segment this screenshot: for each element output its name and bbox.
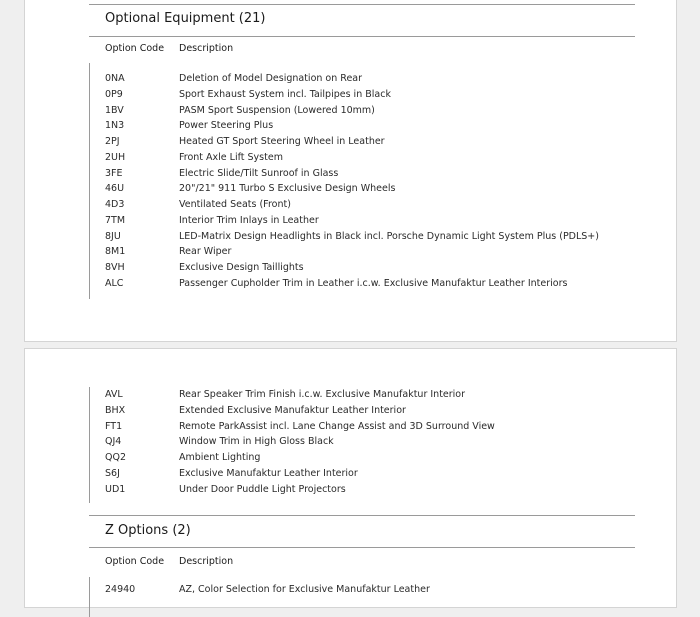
option-description: Ambient Lighting	[179, 452, 261, 463]
option-code: UD1	[105, 483, 126, 495]
option-description: Extended Exclusive Manufaktur Leather Interior	[179, 404, 406, 416]
table-row	[25, 105, 655, 121]
option-description: Exclusive Manufaktur Leather Interior	[179, 467, 358, 479]
optional-equipment-heading: Optional Equipment (21)	[105, 11, 266, 26]
table-row	[25, 436, 655, 452]
option-code: ALC	[105, 277, 124, 289]
option-description: Exclusive Design Taillights	[179, 262, 304, 273]
option-code: 46U	[105, 183, 125, 195]
option-description: LED-Matrix Design Headlights in Black incl. Porsche Dynamic Light System Plus (PDLS+)	[179, 230, 599, 242]
option-code: 7TM	[105, 214, 126, 226]
option-code: 8VH	[105, 262, 125, 273]
table-row	[25, 389, 655, 405]
table-row	[25, 199, 655, 215]
option-code: 0NA	[105, 73, 125, 84]
option-description: Passenger Cupholder Trim in Leather i.c.w. Exclusive Manufaktur Leather Interiors	[179, 277, 568, 289]
option-code: QJ4	[105, 436, 122, 448]
table-row	[25, 484, 655, 500]
option-code: 4D3	[105, 199, 125, 210]
option-code: 1N3	[105, 120, 125, 132]
option-description: Front Axle Lift System	[179, 151, 283, 163]
option-code: QQ2	[105, 452, 126, 463]
option-description: PASM Sport Suspension (Lowered 10mm)	[179, 104, 375, 116]
option-description: Rear Speaker Trim Finish i.c.w. Exclusive Manufaktur Interior	[179, 389, 466, 400]
section-top-rule	[89, 515, 635, 516]
option-description: Rear Wiper	[179, 246, 232, 258]
option-code: AVL	[105, 389, 123, 400]
option-description: Window Trim in High Gloss Black	[179, 436, 334, 448]
table-row	[25, 183, 655, 199]
option-description: 20"/21" 911 Turbo S Exclusive Design Wheels	[179, 183, 396, 195]
option-code: 2UH	[105, 151, 126, 163]
option-description: Remote ParkAssist incl. Lane Change Assist and 3D Surround View	[179, 420, 495, 432]
column-header-option-code: Option Code	[105, 556, 165, 567]
document-page-1	[24, 0, 677, 342]
table-row	[25, 89, 655, 105]
option-description: Power Steering Plus	[179, 120, 274, 132]
section-top-rule	[89, 4, 635, 5]
option-description: Ventilated Seats (Front)	[179, 199, 291, 210]
option-description: Interior Trim Inlays in Leather	[179, 214, 319, 226]
column-header-description: Description	[179, 556, 234, 567]
table-row	[25, 468, 655, 484]
option-code: 24940	[105, 584, 136, 595]
option-code: 1BV	[105, 104, 124, 116]
option-code: FT1	[105, 420, 123, 432]
table-row	[25, 120, 655, 136]
column-header-option-code: Option Code	[105, 43, 165, 54]
section-heading-rule	[89, 547, 635, 548]
z-options-heading: Z Options (2)	[105, 523, 191, 538]
table-row	[25, 168, 655, 184]
option-code: 0P9	[105, 88, 123, 100]
table-row	[25, 421, 655, 437]
option-description: Electric Slide/Tilt Sunroof in Glass	[179, 167, 339, 179]
section-heading-rule	[89, 36, 635, 37]
document-page-2	[24, 348, 677, 608]
table-row	[25, 262, 655, 278]
option-code: 3FE	[105, 167, 123, 179]
option-code: S6J	[105, 467, 120, 479]
table-row	[25, 152, 655, 168]
table-row	[25, 73, 655, 89]
table-row	[25, 246, 655, 262]
option-description: Heated GT Sport Steering Wheel in Leather	[179, 136, 385, 147]
option-description: Deletion of Model Designation on Rear	[179, 73, 363, 84]
option-code: 8JU	[105, 230, 121, 242]
table-row	[25, 278, 655, 294]
column-header-description: Description	[179, 43, 234, 54]
table-row	[25, 584, 655, 600]
option-code: BHX	[105, 404, 126, 416]
option-description: Sport Exhaust System incl. Tailpipes in Black	[179, 88, 391, 100]
option-code: 8M1	[105, 246, 126, 258]
option-description: Under Door Puddle Light Projectors	[179, 483, 346, 495]
table-row	[25, 136, 655, 152]
table-row	[25, 215, 655, 231]
table-row	[25, 405, 655, 421]
option-description: AZ, Color Selection for Exclusive Manufaktur Leather	[179, 584, 430, 595]
option-code: 2PJ	[105, 136, 120, 147]
table-row	[25, 452, 655, 468]
table-row	[25, 231, 655, 247]
